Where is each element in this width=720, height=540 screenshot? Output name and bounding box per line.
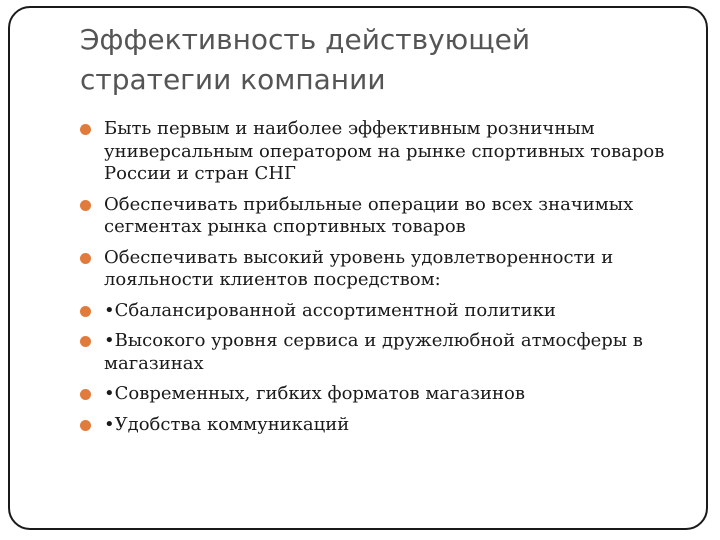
bullet-dot-icon — [80, 200, 91, 211]
bullet-dot-icon — [80, 253, 91, 264]
bullet-text: Быть первым и наиболее эффективным розничным универсальным оператором на рынке спортивных товаров России и стран СНГ — [104, 118, 665, 184]
slide-title: Эффективность действующей стратегии компании — [80, 23, 531, 96]
bullet-list — [80, 118, 680, 444]
bullet-item — [80, 330, 680, 375]
bullet-dot-icon — [80, 336, 91, 347]
bullet-text: •Современных, гибких форматов магазинов — [104, 383, 525, 404]
bullet-text: •Удобства коммуникаций — [104, 413, 350, 435]
bullet-text: •Высокого уровня сервиса и дружелюбной атмосферы в магазинах — [104, 330, 643, 374]
bullet-text: •Сбалансированной ассортиментной политики — [104, 299, 556, 321]
bullet-item — [80, 300, 680, 323]
bullet-text: Обеспечивать прибыльные операции во всех значимых сегментах рынка спортивных товаров — [104, 193, 634, 237]
bullet-item — [80, 383, 680, 406]
bullet-dot-icon — [80, 124, 91, 135]
bullet-item — [80, 247, 680, 292]
bullet-item — [80, 414, 680, 437]
bullet-dot-icon — [80, 420, 91, 431]
bullet-text: Обеспечивать высокий уровень удовлетворенности и лояльности клиентов посредством: — [104, 246, 614, 290]
bullet-dot-icon — [80, 306, 91, 317]
bullet-dot-icon — [80, 389, 91, 400]
bullet-item — [80, 194, 680, 239]
bullet-item — [80, 118, 680, 186]
